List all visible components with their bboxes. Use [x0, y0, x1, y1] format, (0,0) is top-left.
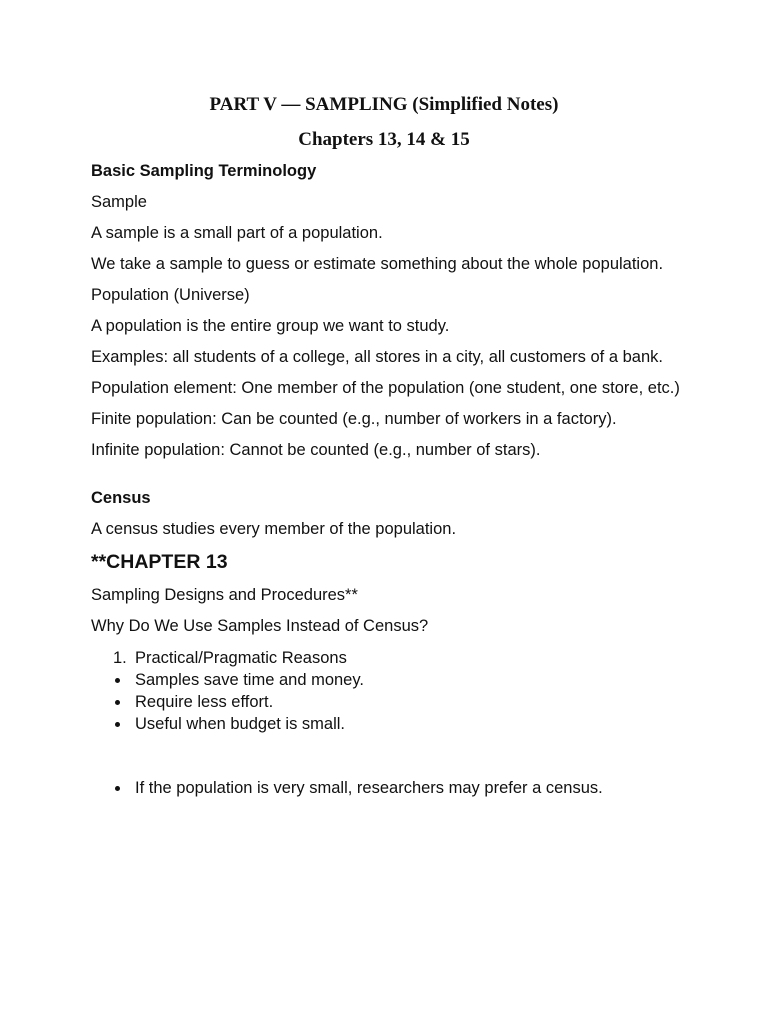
bullet-icon — [115, 786, 120, 791]
chapter-heading: **CHAPTER 13 — [91, 551, 228, 573]
list-item — [91, 669, 691, 691]
bullet-icon — [115, 722, 120, 727]
document-body — [91, 161, 691, 799]
sample-purpose: We take a sample to guess or estimate something about the whole population. — [91, 255, 664, 273]
list-item — [91, 777, 691, 799]
chapter-subtitle: Sampling Designs and Procedures** — [91, 586, 358, 604]
why-question: Why Do We Use Samples Instead of Census? — [91, 617, 429, 635]
definition-census: A census studies every member of the population. — [91, 520, 457, 538]
section-heading-terminology: Basic Sampling Terminology — [91, 162, 317, 180]
definition-sample: A sample is a small part of a population. — [91, 224, 383, 242]
list-item-text: Require less effort. — [135, 693, 274, 711]
list-number: 1. — [113, 649, 127, 667]
term-population: Population (Universe) — [91, 286, 250, 304]
population-element: Population element: One member of the population (one student, one store, etc.) — [91, 379, 680, 397]
list-item — [91, 691, 691, 713]
page-subtitle: Chapters 13, 14 & 15 — [298, 129, 470, 150]
bullet-icon — [115, 700, 120, 705]
term-sample: Sample — [91, 193, 147, 211]
final-bullet-list — [91, 777, 691, 799]
list-item-text: If the population is very small, researchers may prefer a census. — [135, 779, 603, 797]
list-item — [91, 713, 691, 735]
list-item — [91, 647, 691, 669]
infinite-population: Infinite population: Cannot be counted (e.g., number of stars). — [91, 441, 541, 459]
bullet-icon — [115, 678, 120, 683]
bullet-list — [91, 669, 691, 735]
finite-population: Finite population: Can be counted (e.g., number of workers in a factory). — [91, 410, 617, 428]
population-examples: Examples: all students of a college, all stores in a city, all customers of a bank. — [91, 348, 663, 366]
section-heading-census: Census — [91, 489, 151, 507]
page-title: PART V — SAMPLING (Simplified Notes) — [209, 94, 559, 115]
list-item-text: Useful when budget is small. — [135, 715, 346, 733]
list-item-text: Samples save time and money. — [135, 671, 364, 689]
ordered-list — [91, 647, 691, 669]
list-item-text: Practical/Pragmatic Reasons — [135, 649, 347, 667]
definition-population: A population is the entire group we want to study. — [91, 317, 450, 335]
